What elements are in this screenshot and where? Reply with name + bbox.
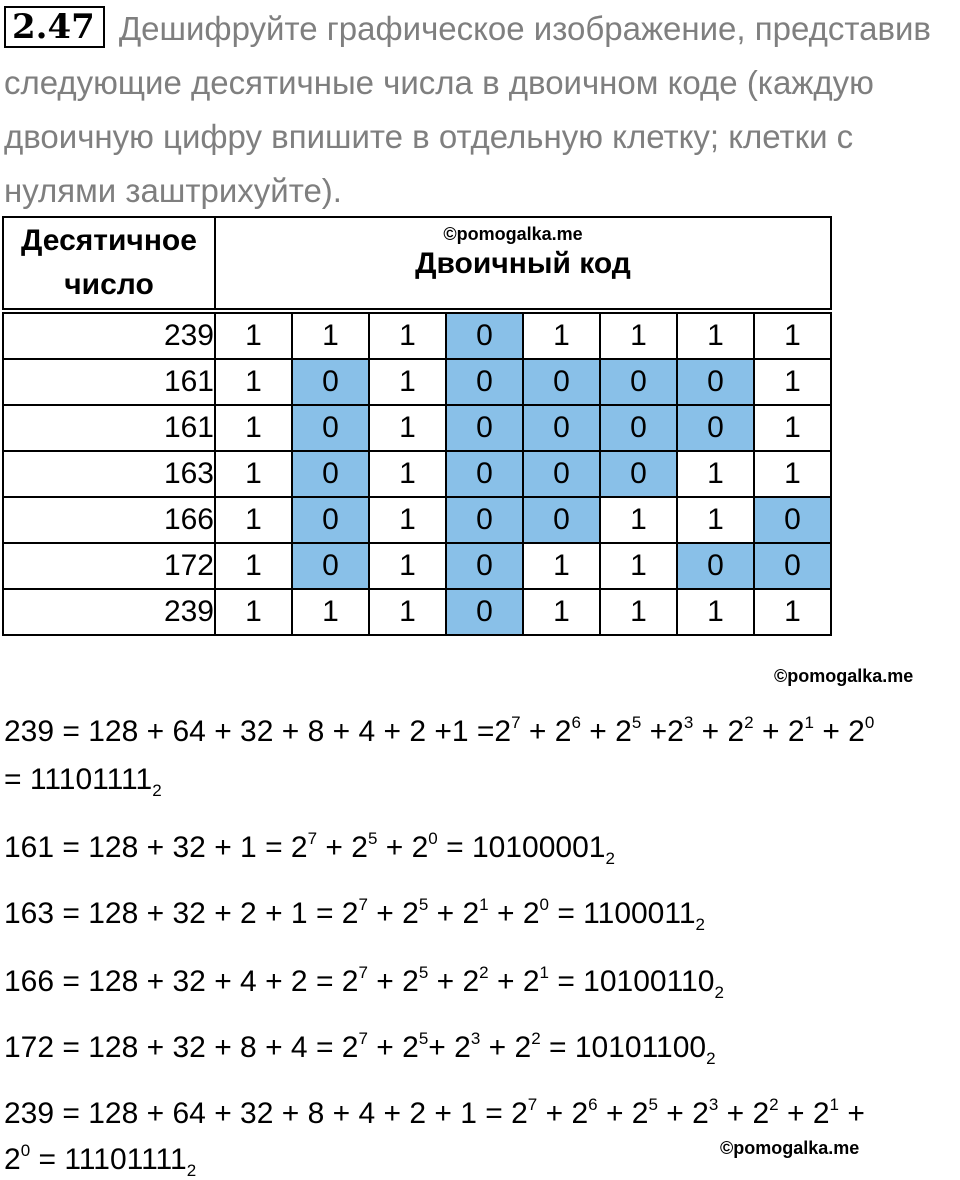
- bit-cell-one: 1: [215, 497, 292, 543]
- bit-cell-one: 1: [677, 451, 754, 497]
- solution-239b-line1: $239 = 128 + 64 + 32 + 8 + 4 + 2 + 1 = 2^7 + 2^6 + 2^5 + 2^3 + 2^2 + 2^1$ +: [4, 1095, 865, 1130]
- bit-cell-zero: 0: [446, 313, 523, 359]
- bit-cell-one: 1: [754, 313, 831, 359]
- task-text: Дешифруйте графическое изображение, представив следующие десятичные числа в двоичном коде (каждую двоичную цифру впишите в отдельную клетку; клетки с нулями заштрихуйте).: [4, 10, 931, 209]
- bit-cell-zero: 0: [677, 359, 754, 405]
- bit-cell-one: 1: [523, 589, 600, 635]
- solution-166: $166 = 128 + 32 + 4 + 2 = 2^7 + 2^5 + 2^2 + 2^1 = 10100110_2$: [4, 963, 724, 1002]
- bit-cell-zero: 0: [677, 543, 754, 589]
- table-row: [3, 589, 831, 635]
- bit-cell-zero: 0: [446, 405, 523, 451]
- bit-cell-one: 1: [600, 313, 677, 359]
- decimal-cell: 161: [3, 405, 215, 451]
- bit-cell-zero: 0: [677, 405, 754, 451]
- bit-cell-zero: 0: [292, 543, 369, 589]
- bit-cell-one: 1: [600, 589, 677, 635]
- bit-cell-one: 1: [215, 405, 292, 451]
- bit-cell-one: 1: [369, 359, 446, 405]
- table-row: [3, 451, 831, 497]
- bit-cell-zero: 0: [292, 359, 369, 405]
- binary-table: [2, 216, 832, 636]
- bit-cell-one: 1: [369, 451, 446, 497]
- bit-cell-one: 1: [754, 451, 831, 497]
- header-binary-cell: [215, 217, 831, 309]
- bit-cell-zero: 0: [523, 497, 600, 543]
- solution-239-line1: $239 = 128 + 64 + 32 + 8 + 4 + 2 +1 =2^7 + 2^6 + 2^5 +2^3 + 2^2 + 2^1 + 2^0$: [4, 713, 875, 748]
- bit-cell-one: 1: [677, 313, 754, 359]
- decimal-cell: 239: [3, 313, 215, 359]
- table-row: [3, 359, 831, 405]
- bit-cell-one: 1: [600, 543, 677, 589]
- bit-cell-zero: 0: [523, 405, 600, 451]
- solution-239b-line2: $2^0 = 11101111_2$: [4, 1141, 197, 1180]
- bit-cell-zero: 0: [754, 497, 831, 543]
- bit-cell-zero: 0: [446, 543, 523, 589]
- header-binary: Двоичный код: [415, 247, 631, 280]
- bit-cell-one: 1: [754, 589, 831, 635]
- bit-cell-zero: 0: [446, 359, 523, 405]
- bit-cell-zero: 0: [600, 451, 677, 497]
- bit-cell-one: 1: [292, 589, 369, 635]
- table-row: [3, 405, 831, 451]
- bit-cell-one: 1: [369, 543, 446, 589]
- watermark-bottom: ©pomogalka.me: [720, 1138, 860, 1158]
- header-decimal: Десятичное число: [3, 217, 215, 309]
- bit-cell-zero: 0: [446, 497, 523, 543]
- bit-cell-one: 1: [754, 359, 831, 405]
- bit-cell-zero: 0: [446, 589, 523, 635]
- bit-cell-one: 1: [600, 497, 677, 543]
- bit-cell-zero: 0: [600, 359, 677, 405]
- decimal-cell: 172: [3, 543, 215, 589]
- task-number: 2.47: [4, 6, 105, 48]
- bit-cell-one: 1: [369, 405, 446, 451]
- table-row: [3, 497, 831, 543]
- bit-cell-one: 1: [292, 313, 369, 359]
- bit-cell-one: 1: [754, 405, 831, 451]
- bit-cell-one: 1: [215, 589, 292, 635]
- bit-cell-one: 1: [369, 497, 446, 543]
- bit-cell-zero: 0: [292, 451, 369, 497]
- bit-cell-one: 1: [369, 589, 446, 635]
- solution-163: $163 = 128 + 32 + 2 + 1 = 2^7 + 2^5 + 2^1 + 2^0 = 1100011_2$: [4, 895, 705, 934]
- solution-161: $161 = 128 + 32 + 1 = 2^7 + 2^5 + 2^0 = 10100001_2$: [4, 829, 615, 868]
- task-statement: [4, 2, 956, 218]
- bit-cell-one: 1: [215, 451, 292, 497]
- decimal-cell: 163: [3, 451, 215, 497]
- solution-172: $172 = 128 + 32 + 8 + 4 = 2^7 + 2^5+ 2^3 + 2^2 = 10101100_2$: [4, 1029, 716, 1068]
- decimal-cell: 166: [3, 497, 215, 543]
- bit-cell-one: 1: [369, 313, 446, 359]
- decimal-cell: 239: [3, 589, 215, 635]
- bit-cell-zero: 0: [523, 359, 600, 405]
- watermark-middle: ©pomogalka.me: [774, 666, 914, 686]
- table-header: [3, 217, 831, 309]
- bit-cell-one: 1: [215, 359, 292, 405]
- bit-cell-one: 1: [523, 543, 600, 589]
- bit-cell-zero: 0: [600, 405, 677, 451]
- bit-cell-zero: 0: [523, 451, 600, 497]
- table-row: [3, 543, 831, 589]
- bit-cell-one: 1: [215, 543, 292, 589]
- bit-cell-one: 1: [523, 313, 600, 359]
- bit-cell-zero: 0: [292, 405, 369, 451]
- bit-cell-zero: 0: [754, 543, 831, 589]
- bit-cell-one: 1: [677, 589, 754, 635]
- watermark-table: ©pomogalka.me: [443, 224, 583, 244]
- solution-239-line2: = $11101111_2$: [4, 763, 162, 800]
- table-row: [3, 313, 831, 359]
- bit-cell-one: 1: [677, 497, 754, 543]
- decimal-cell: 161: [3, 359, 215, 405]
- bit-cell-zero: 0: [292, 497, 369, 543]
- bit-cell-one: 1: [215, 313, 292, 359]
- bit-cell-zero: 0: [446, 451, 523, 497]
